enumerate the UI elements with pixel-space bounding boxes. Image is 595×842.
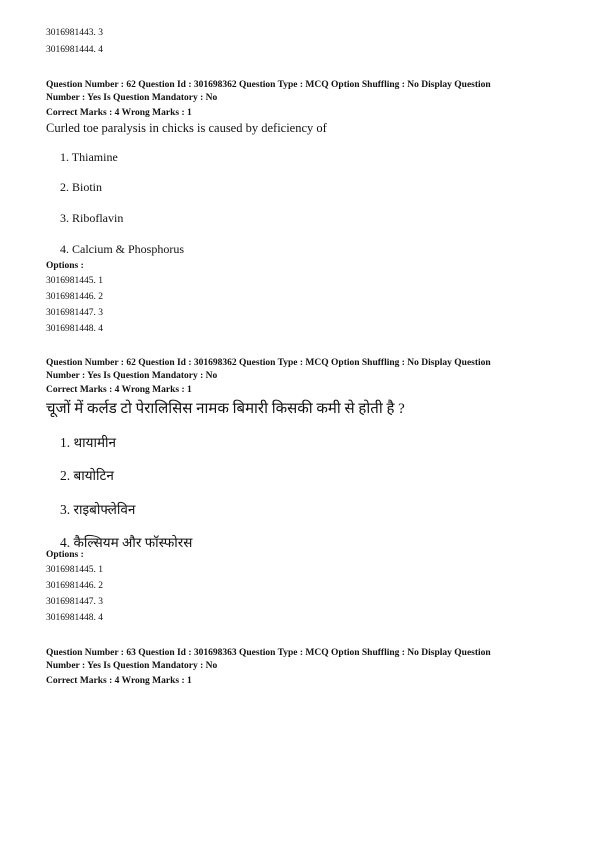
options-label: Options : [46,550,84,560]
option-id-line: 3016981448. 4 [46,324,103,334]
option-id-line: 3016981445. 1 [46,276,103,286]
question-header: Question Number : 63 Question Id : 301698363 Question Type : MCQ Option Shuffling : No Display Question [46,648,491,658]
question-text: Curled toe paralysis in chicks is caused by deficiency of [46,121,327,135]
choice-item: 3. राइबोफ्लेविन [60,502,136,517]
question-marks: Correct Marks : 4 Wrong Marks : 1 [46,385,192,395]
question-marks: Correct Marks : 4 Wrong Marks : 1 [46,108,192,118]
question-header: Number : Yes Is Question Mandatory : No [46,93,218,103]
option-id-line: 3016981446. 2 [46,292,103,302]
option-id-line: 3016981447. 3 [46,597,103,607]
choice-item: 4. Calcium & Phosphorus [60,242,185,256]
choice-item: 3. Riboflavin [60,211,124,225]
option-id-line: 3016981443. 3 [46,28,103,38]
choice-item: 1. थायामीन [60,435,117,450]
question-header: Number : Yes Is Question Mandatory : No [46,371,218,381]
option-id-line: 3016981447. 3 [46,308,103,318]
question-text: चूजों में कर्लड टो पेरालिसिस नामक बिमारी किसकी कमी से होती है ? [46,401,405,417]
question-header: Question Number : 62 Question Id : 301698362 Question Type : MCQ Option Shuffling : No Display Question [46,80,491,90]
option-id-line: 3016981445. 1 [46,565,103,575]
question-marks: Correct Marks : 4 Wrong Marks : 1 [46,676,192,686]
choice-item: 2. Biotin [60,180,103,194]
choice-item: 1. Thiamine [60,150,118,164]
option-id-line: 3016981444. 4 [46,45,103,55]
choice-item: 2. बायोटिन [60,468,114,483]
question-header: Question Number : 62 Question Id : 301698362 Question Type : MCQ Option Shuffling : No Display Question [46,358,491,368]
option-id-line: 3016981446. 2 [46,581,103,591]
choice-item: 4. कैल्सियम और फॉस्फोरस [60,535,193,550]
options-label: Options : [46,261,84,271]
question-header: Number : Yes Is Question Mandatory : No [46,661,218,671]
option-id-line: 3016981448. 4 [46,613,103,623]
